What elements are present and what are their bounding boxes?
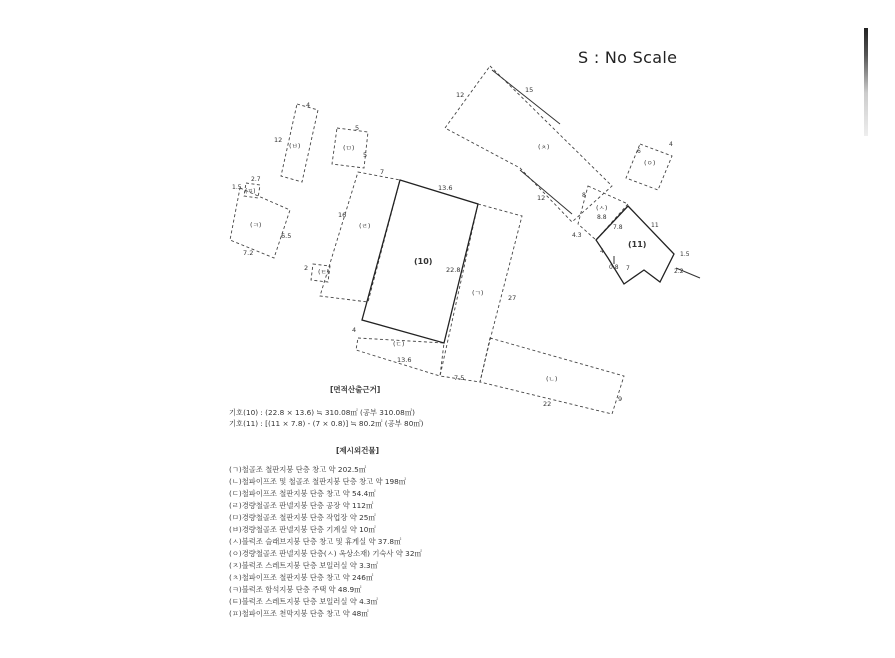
building-o-outline (626, 144, 672, 190)
dim-b11-d: 4 (600, 248, 604, 255)
dim-sa-a: 8 (582, 192, 586, 199)
dim-ga-bottom: 7.5 (454, 374, 465, 382)
excluded-line: (ㅌ)블럭조 스레트지붕 단층 보일러실 약 4.3㎡ (229, 597, 378, 606)
dim-ra-top: 7 (380, 168, 385, 176)
excluded-line: (ㅁ)경량철골조 철판지붕 단층 작업장 약 25㎡ (229, 513, 376, 522)
building-11-label: (11) (628, 240, 647, 249)
building-ra-outline (320, 172, 400, 302)
dim-b10-right: 22.8 (446, 266, 461, 274)
dim-b10-top: 13.6 (438, 184, 453, 192)
excluded-line: (ㄹ)경량철골조 판넬지붕 단층 공장 약 112㎡ (229, 501, 374, 510)
dim-b11-e: 0.8 (609, 264, 619, 271)
dim-b11-c: 11 (651, 222, 659, 229)
building-10-label: (10) (414, 257, 433, 266)
excluded-line: (ㄴ)철파이프조 및 철골조 철판지붕 단층 창고 약 198㎡ (229, 477, 407, 486)
building-ga-label: (ㄱ) (472, 289, 484, 297)
dim-b11-a: 8.8 (597, 214, 607, 221)
building-o-label: (ㅇ) (644, 159, 656, 167)
building-na-label: (ㄴ) (546, 375, 558, 383)
dim-b11-g: 1.5 (680, 251, 690, 258)
excluded-line: (ㄱ)철골조 철판지붕 단층 창고 약 202.5㎡ (229, 465, 367, 474)
dim-ka-right: 6.5 (281, 232, 292, 240)
dim-ma-right: 5 (363, 151, 368, 159)
excluded-line: (ㅈ)블럭조 스레트지붕 단층 보일러실 약 3.3㎡ (229, 561, 378, 570)
building-ta-label: (ㅌ) (318, 268, 330, 276)
excluded-line: (ㅂ)경량철골조 판넬지붕 단층 기계실 약 10㎡ (229, 525, 376, 534)
excluded-line: (ㅊ)철파이프조 철판지붕 단층 창고 약 246㎡ (229, 573, 374, 582)
building-ma-label: (ㅁ) (343, 144, 355, 152)
building-ka-label: (ㅋ) (250, 221, 262, 229)
area-basis-heading: [면적산출근거] (330, 385, 381, 394)
dim-sa-b: 4.3 (572, 232, 582, 239)
building-cha-label: (ㅊ) (538, 143, 550, 151)
building-pa-label: (ㅍ) (245, 188, 256, 195)
area-basis-line: 기호(11) : [(11 × 7.8) - (7 × 0.8)] ≒ 80.2㎡ (공부 80㎡) (229, 419, 424, 428)
dim-ka-bottom: 7.2 (243, 249, 254, 257)
excluded-heading: [제시외건물] (336, 446, 380, 455)
dim-b10-left: 4 (352, 326, 357, 334)
building-da-label: (ㄷ) (393, 340, 405, 348)
excluded-line: (ㅍ)철파이프조 천막지붕 단층 창고 약 48㎡ (229, 609, 369, 618)
dim-cha-top: 15 (525, 86, 534, 94)
dim-cha-left: 12 (456, 91, 465, 99)
excluded-line: (ㅇ)경량철골조 판넬지붕 단층(ㅅ) 옥상소재) 기숙사 약 32㎡ (229, 549, 422, 558)
dim-pa-top: 2.7 (251, 176, 261, 183)
dim-ra-left: 16 (338, 211, 347, 219)
dim-ma-top: 5 (355, 124, 360, 132)
excluded-line: (ㄷ)철파이프조 철판지붕 단층 창고 약 54.4㎡ (229, 489, 376, 498)
dim-ga-right: 27 (508, 294, 517, 302)
dim-ta-left: 2 (304, 264, 309, 272)
dim-ba-top: 4 (306, 101, 311, 109)
dim-o-b: 4 (669, 141, 673, 148)
dim-na-bottom: 22 (543, 400, 552, 408)
dim-b11-f: 7 (626, 265, 630, 272)
building-sa-label: (ㅅ) (596, 204, 608, 212)
dim-da-bottom: 13.6 (397, 356, 412, 364)
excluded-line: (ㅅ)블럭조 슬래브지붕 단층 창고 및 휴게실 약 37.8㎡ (229, 537, 402, 546)
dim-b11-b: 7.8 (613, 224, 623, 231)
building-ba-label: (ㅂ) (289, 142, 301, 150)
scale-label: S : No Scale (578, 48, 678, 67)
dim-pa-left: 1.5 (232, 184, 242, 191)
dim-cha-mid: 12 (537, 194, 546, 202)
building-ra-label: (ㄹ) (359, 222, 371, 230)
dim-line-cha-mid (520, 170, 572, 214)
dim-na-right: 9 (618, 395, 623, 403)
dim-line-cha-top (492, 70, 560, 124)
excluded-line: (ㅋ)블럭조 함석지붕 단층 주택 약 48.9㎡ (229, 585, 362, 594)
dim-b11-h: 2.2 (674, 268, 684, 275)
dim-ba-left: 12 (274, 136, 283, 144)
area-basis-line: 기호(10) : (22.8 × 13.6) ≒ 310.08㎡ (공부 310.08㎡) (229, 408, 415, 417)
dim-o-a: 6 (637, 148, 641, 155)
